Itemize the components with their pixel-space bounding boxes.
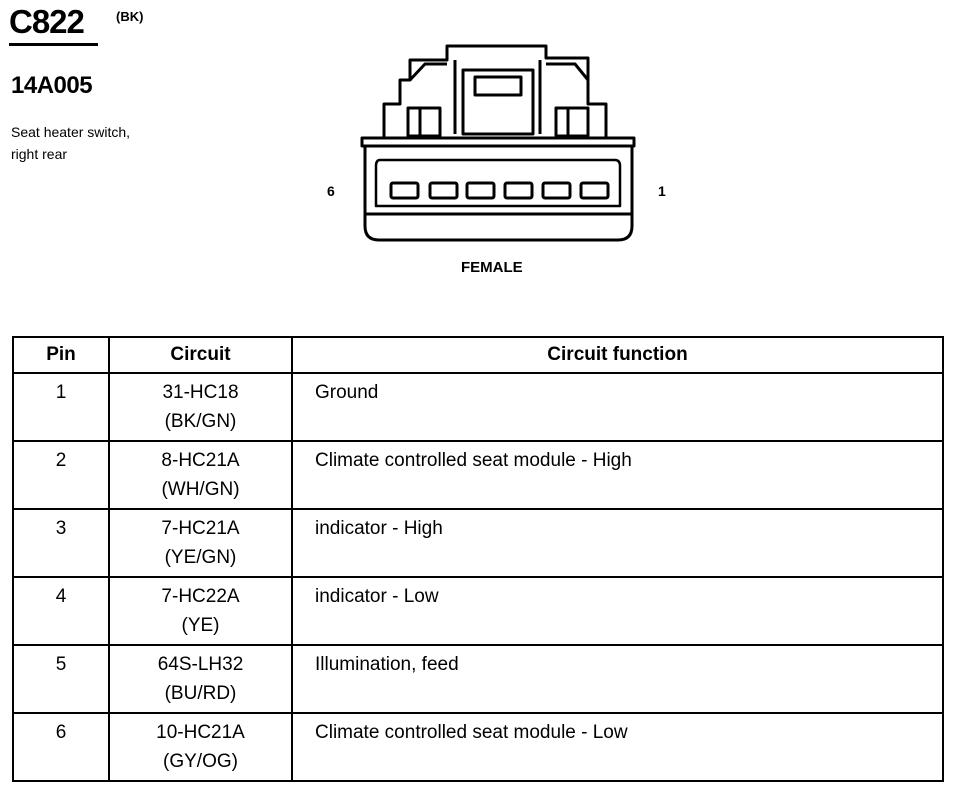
circuit-cell: [109, 645, 292, 713]
table-row: [13, 577, 943, 645]
circuit-cell: [109, 509, 292, 577]
center-latch-cap: [475, 77, 521, 95]
circuit-number: 31-HC18: [162, 382, 239, 403]
table-row: [13, 645, 943, 713]
connector-color-code: (BK): [116, 9, 144, 24]
pin-number: 4: [13, 577, 109, 645]
left-window: [408, 108, 440, 136]
table-header-row: [13, 337, 943, 373]
circuit-cell: [109, 713, 292, 781]
wire-color: (BU/RD): [164, 683, 237, 704]
description-line-1: Seat heater switch,: [11, 124, 131, 140]
table-row: [13, 509, 943, 577]
pin-number: 1: [13, 373, 109, 441]
pin-cavity-5: [430, 183, 457, 198]
header-circuit: Circuit: [109, 337, 292, 373]
circuit-function: Ground: [292, 373, 943, 441]
circuit-function: Climate controlled seat module - Low: [292, 713, 943, 781]
connector-id: C822: [9, 3, 84, 40]
connector-ledge: [362, 138, 634, 146]
table-row: [13, 713, 943, 781]
pin-cavity-3: [505, 183, 532, 198]
pin-cavity-6: [391, 183, 418, 198]
wire-color: (YE/GN): [164, 547, 237, 568]
connector-gender-label: FEMALE: [461, 259, 523, 276]
pin-number: 6: [13, 713, 109, 781]
wire-color: (YE): [181, 615, 220, 636]
circuit-cell: [109, 577, 292, 645]
wire-color: (BK/GN): [164, 411, 237, 432]
circuit-function: Climate controlled seat module - High: [292, 441, 943, 509]
pin-cavity-4: [467, 183, 494, 198]
pin-number: 2: [13, 441, 109, 509]
left-pin-label: 6: [327, 183, 335, 199]
pinout-table: [12, 336, 944, 782]
circuit-number: 64S-LH32: [157, 654, 244, 675]
circuit-number: 10-HC21A: [156, 722, 245, 743]
circuit-function: indicator - Low: [292, 577, 943, 645]
table-row: [13, 441, 943, 509]
pin-number: 5: [13, 645, 109, 713]
right-pin-label: 1: [658, 183, 666, 199]
description-line-2: right rear: [11, 146, 68, 162]
connector-face-diagram: [0, 0, 954, 300]
circuit-function: Illumination, feed: [292, 645, 943, 713]
wire-color: (WH/GN): [161, 479, 240, 500]
right-window: [556, 108, 588, 136]
connector-latch-outline: [384, 46, 606, 138]
header-pin: Pin: [13, 337, 109, 373]
circuit-function: indicator - High: [292, 509, 943, 577]
pin-number: 3: [13, 509, 109, 577]
pin-cavity-2: [543, 183, 570, 198]
wire-color: (GY/OG): [163, 751, 238, 772]
circuit-number: 7-HC22A: [161, 586, 240, 607]
circuit-number: 7-HC21A: [161, 518, 240, 539]
table-row: [13, 373, 943, 441]
header-circuit-function: Circuit function: [292, 337, 943, 373]
circuit-cell: [109, 373, 292, 441]
part-number: 14A005: [11, 72, 93, 99]
circuit-number: 8-HC21A: [161, 450, 240, 471]
pin-cavity-1: [581, 183, 608, 198]
circuit-cell: [109, 441, 292, 509]
